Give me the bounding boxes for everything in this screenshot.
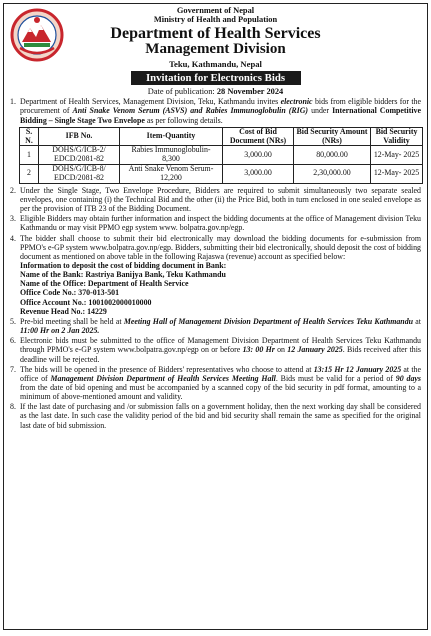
paragraph-7: 7. The bids will be opened in the presence of Bidders' representatives who choose to attend at 13:15 Hr 12 January 2025 at the office of Management Division Department of Health Services Meeting Hall. Bids must be valid for a period of 90 days from the date of bid opening and must be accompanied by a scanned copy of the bid security in pdf format, amounting to a minimum of above-mentioned amount and validity. [10,364,421,402]
bank-name: Name of the Bank: Rastriya Banijya Bank, Teku Kathmandu [20,270,226,280]
table-row [20,146,423,165]
revenue-head: Revenue Head No.: 14229 [20,306,107,316]
paragraph-8: 8. If the last date of purchasing and /or submission falls on a government holiday, then the next working day shall be considered as the last date. In such case the validity period of the bid and bid security shall remain the same as specified for the original last date of bid submission. [10,402,421,430]
paragraph-6: 6. Electronic bids must be submitted to the office of Management Division Department of Health Services Teku Kathmandu through PPMO's e-GP system www.bolpatra.gov.np/egp on or before 13: 00 Hr on 12 January 2025. Bids received after this deadline will be rejected. [10,336,421,364]
cell: 12-May- 2025 [371,146,423,165]
paragraph-5: 5. Pre-bid meeting shall be held at Meeting Hall of Management Division Department of Health Services Teku Kathmandu at 11:00 Hr on 2 Jan 2025. [10,316,421,336]
office-code: Office Code No.: 370-013-501 [20,288,120,298]
department-title: Department of Health Services [110,24,321,42]
cell: DOHS/G/ICB-8/ EDCD/2081-82 [39,165,120,184]
cell: 3,000.00 [223,146,294,165]
paragraph-1: 1. Department of Health Services, Management Division, Teku, Kathmandu invites electronic bids from eligible bidders for the procurement of Anti Snake Venom Serum (ASVS) and Rabies Immunoglobulin (RIG) under International Competitive Bidding – Single Stage Two Envelope as per following details. [10,97,421,125]
col-sn: S. N. [20,127,39,146]
paragraph-2: 2. Under the Single Stage, Two Envelope Procedure, Bidders are required to submit simultaneously two separate sealed envelopes, one containing (i) the Technical Bid and the other (ii) the Price Bid, both in turn enclosed in one sealed envelope as per the provision of ITB 23 of the Bidding Document. [10,185,421,214]
cell: 12-May- 2025 [371,165,423,184]
table-row [20,165,423,184]
notice-body [4,97,427,430]
division-title: Management Division [145,41,286,58]
cell: 80,000.00 [294,146,371,165]
location-line: Teku, Kathmandu, Nepal [169,59,262,70]
bid-table [19,127,423,184]
cell: 2,30,000.00 [294,165,371,184]
office-name: Name of the Office: Department of Health Service [20,279,189,289]
office-account: Office Account No.: 1001002000010000 [20,297,152,307]
col-item: Item-Quantity [120,127,223,146]
bank-info-heading: Information to deposit the cost of bidding document in Bank: [20,260,227,270]
table-header-row [20,127,423,146]
cell: DOHS/G/ICB-2/ EDCD/2081-82 [39,146,120,165]
nepal-emblem-icon [10,8,64,62]
col-cost: Cost of Bid Document (NRs) [223,127,294,146]
cell: Rabies Immunoglobulin- 8,300 [120,146,223,165]
cell: 3,000.00 [223,165,294,184]
paragraph-3: 3. Eligible Bidders may obtain further information and inspect the bidding documents at the office of Management division Teku Kathmandu or may visit PPMO egp system www. bolpatra.gov.np/egp. [10,214,421,233]
cell: 2 [20,165,39,184]
notice-page [3,3,428,630]
notice-banner: Invitation for Electronics Bids [131,71,301,85]
col-security: Bid Security Amount (NRs) [294,127,371,146]
col-validity: Bid Security Validity [371,127,423,146]
publication-date: Date of publication: 28 November 2024 [147,87,284,97]
letterhead [4,7,427,69]
col-ifb: IFB No. [39,127,120,146]
ministry-line: Ministry of Health and Population [153,14,278,24]
paragraph-4: 4. The bidder shall choose to submit their bid electronically may download the bidding documents for e-submission from PPMO's e-GP system www.bolpatra.gov.np/egp. Bidders, submitting their bid electronically, should deposit the cost of bidding document as mentioned on above table in the following Rajaswa (revenue) account as specified below: Information to deposit the cost of bidding document in Bank: Name of the Bank: Rastriya Banijya Bank, Teku Kathmandu Name of the Office: Department of Health Service Office Code No.: 370-013-501 Office Account No.: 1001002000010000 Revenue Head No.: 14229 [10,233,421,316]
cell: 1 [20,146,39,165]
government-line: Government of Nepal [176,6,255,15]
cell: Anti Snake Venom Serum-12,200 [120,165,223,184]
